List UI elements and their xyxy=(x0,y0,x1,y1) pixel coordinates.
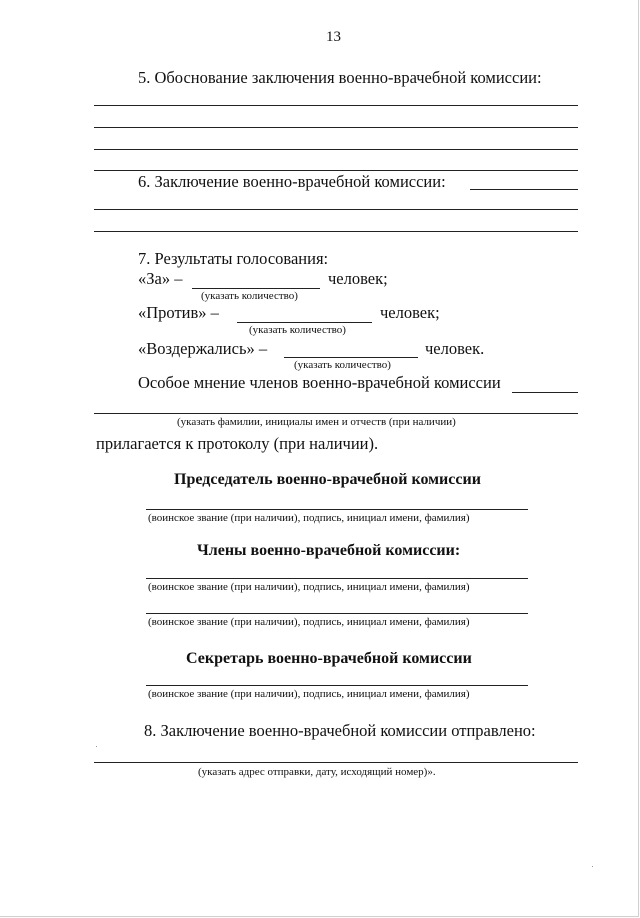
member-2-signature-line xyxy=(146,613,528,614)
dissent-inline-line xyxy=(512,392,578,393)
vote-abstain-unit: человек. xyxy=(425,339,485,358)
scan-speck xyxy=(96,746,97,747)
member-1-caption: (воинское звание (при наличии), подпись, инициал имени, фамилия) xyxy=(148,581,470,593)
secretary-heading: Секретарь военно-врачебной комиссии xyxy=(186,650,472,667)
section-6-line-1 xyxy=(94,209,578,210)
section-5-line-2 xyxy=(94,127,578,128)
vote-abstain-label: «Воздержались» – xyxy=(138,339,268,358)
chairman-signature-line xyxy=(146,509,528,510)
section-5-line-4 xyxy=(94,170,578,171)
section-5-title: 5. Обоснование заключения военно-врачебной комиссии: xyxy=(138,68,542,87)
secretary-caption: (воинское звание (при наличии), подпись, инициал имени, фамилия) xyxy=(148,688,470,700)
members-heading: Члены военно-врачебной комиссии: xyxy=(197,542,461,559)
section-6-inline-line xyxy=(470,189,578,190)
vote-for-caption: (указать количество) xyxy=(201,290,298,302)
vote-abstain-line xyxy=(284,357,418,358)
section-6-line-2 xyxy=(94,231,578,232)
dissent-caption: (указать фамилии, инициалы имен и отчеств (при наличии) xyxy=(177,416,456,428)
vote-abstain-caption: (указать количество) xyxy=(294,359,391,371)
vote-against-line xyxy=(237,322,372,323)
scan-speck xyxy=(592,866,593,867)
vote-for-unit: человек; xyxy=(328,269,388,288)
chairman-heading: Председатель военно-врачебной комиссии xyxy=(174,471,481,488)
vote-against-caption: (указать количество) xyxy=(249,324,346,336)
page-number: 13 xyxy=(326,29,341,45)
chairman-caption: (воинское звание (при наличии), подпись, инициал имени, фамилия) xyxy=(148,512,470,524)
secretary-signature-line xyxy=(146,685,528,686)
section-5-line-1 xyxy=(94,105,578,106)
member-1-signature-line xyxy=(146,578,528,579)
vote-for-label: «За» – xyxy=(138,269,183,288)
member-2-caption: (воинское звание (при наличии), подпись, инициал имени, фамилия) xyxy=(148,616,470,628)
dissent-tail: прилагается к протоколу (при наличии). xyxy=(96,434,379,453)
section-7-title: 7. Результаты голосования: xyxy=(138,249,329,268)
section-5-line-3 xyxy=(94,149,578,150)
section-6-title: 6. Заключение военно-врачебной комиссии: xyxy=(138,172,446,191)
section-8-line xyxy=(94,762,578,763)
dissent-label: Особое мнение членов военно-врачебной комиссии xyxy=(138,373,501,392)
vote-against-unit: человек; xyxy=(380,303,440,322)
section-8-title: 8. Заключение военно-врачебной комиссии отправлено: xyxy=(144,721,536,740)
section-8-caption: (указать адрес отправки, дату, исходящий номер)». xyxy=(198,766,436,778)
vote-against-label: «Против» – xyxy=(138,303,219,322)
dissent-line xyxy=(94,413,578,414)
vote-for-line xyxy=(192,288,320,289)
